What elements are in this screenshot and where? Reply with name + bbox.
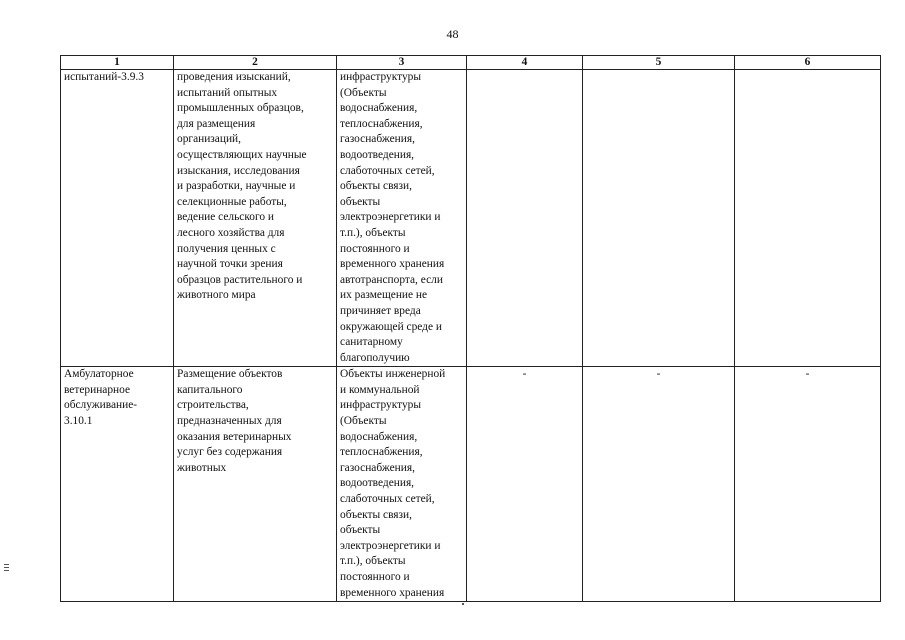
- table-cell-col4: [467, 367, 583, 602]
- cell-text: Объекты инженерной и коммунальной инфраструктуры (Объекты водоснабжения, теплоснабжения, газоснабжения, водоотведения, слаботочных сетей, объекты связи, объекты электроэнергетики и т.п.), объекты постоянного и временного хранения: [340, 368, 446, 599]
- scan-mark: [4, 567, 9, 568]
- column-header-3: 3: [337, 56, 467, 70]
- table-row: [61, 367, 881, 602]
- table-cell-auxiliary-use: [337, 70, 467, 367]
- column-header-5: 5: [583, 56, 735, 70]
- column-header-4: 4: [467, 56, 583, 70]
- cell-text: Амбулаторное ветеринарное обслуживание- 3.10.1: [64, 368, 138, 428]
- table-cell-auxiliary-use: [337, 367, 467, 602]
- table-cell-col4: [467, 70, 583, 367]
- table-cell-col6: [735, 367, 881, 602]
- scan-mark: [4, 564, 9, 565]
- cell-text: Размещение объектов капитального строительства, предназначенных для оказания ветеринарных услуг без содержания животных: [177, 368, 292, 474]
- cell-text: проведения изысканий, испытаний опытных промышленных образцов, для размещения организаций, осуществляющих научные изыскания, исследования и разработки, научные и селекционные работы, ведение сельского и лесного хозяйства для получения ценных с научной точки зрения образцов растительного и животного мира: [177, 71, 307, 302]
- table-cell-use-type: [61, 367, 174, 602]
- table-row: [61, 70, 881, 367]
- column-header-1: 1: [61, 56, 174, 70]
- table-cell-use-type: [61, 70, 174, 367]
- table-cell-col5: [583, 70, 735, 367]
- table-cell-description: [174, 70, 337, 367]
- page-number: 48: [446, 27, 459, 41]
- scan-dot: [462, 603, 464, 605]
- cell-text: -: [656, 368, 661, 381]
- table-cell-col5: [583, 367, 735, 602]
- cell-text: испытаний-3.9.3: [64, 71, 144, 83]
- column-header-6: 6: [735, 56, 881, 70]
- table-cell-description: [174, 367, 337, 602]
- cell-text: -: [805, 368, 810, 381]
- scan-mark: [4, 570, 9, 571]
- table-header-row: [61, 56, 881, 70]
- scan-edge-marks: [4, 564, 9, 574]
- column-header-2: 2: [174, 56, 337, 70]
- regulations-table: [60, 55, 881, 602]
- cell-text: инфраструктуры (Объекты водоснабжения, теплоснабжения, газоснабжения, водоотведения, слаботочных сетей, объекты связи, объекты электроэнергетики и т.п.), объекты постоянного и временного хранения автотранспорта, если их размещение не причиняет вреда окружающей среде и санитарному благополучию: [340, 71, 445, 364]
- table-cell-col6: [735, 70, 881, 367]
- cell-text: -: [522, 368, 527, 381]
